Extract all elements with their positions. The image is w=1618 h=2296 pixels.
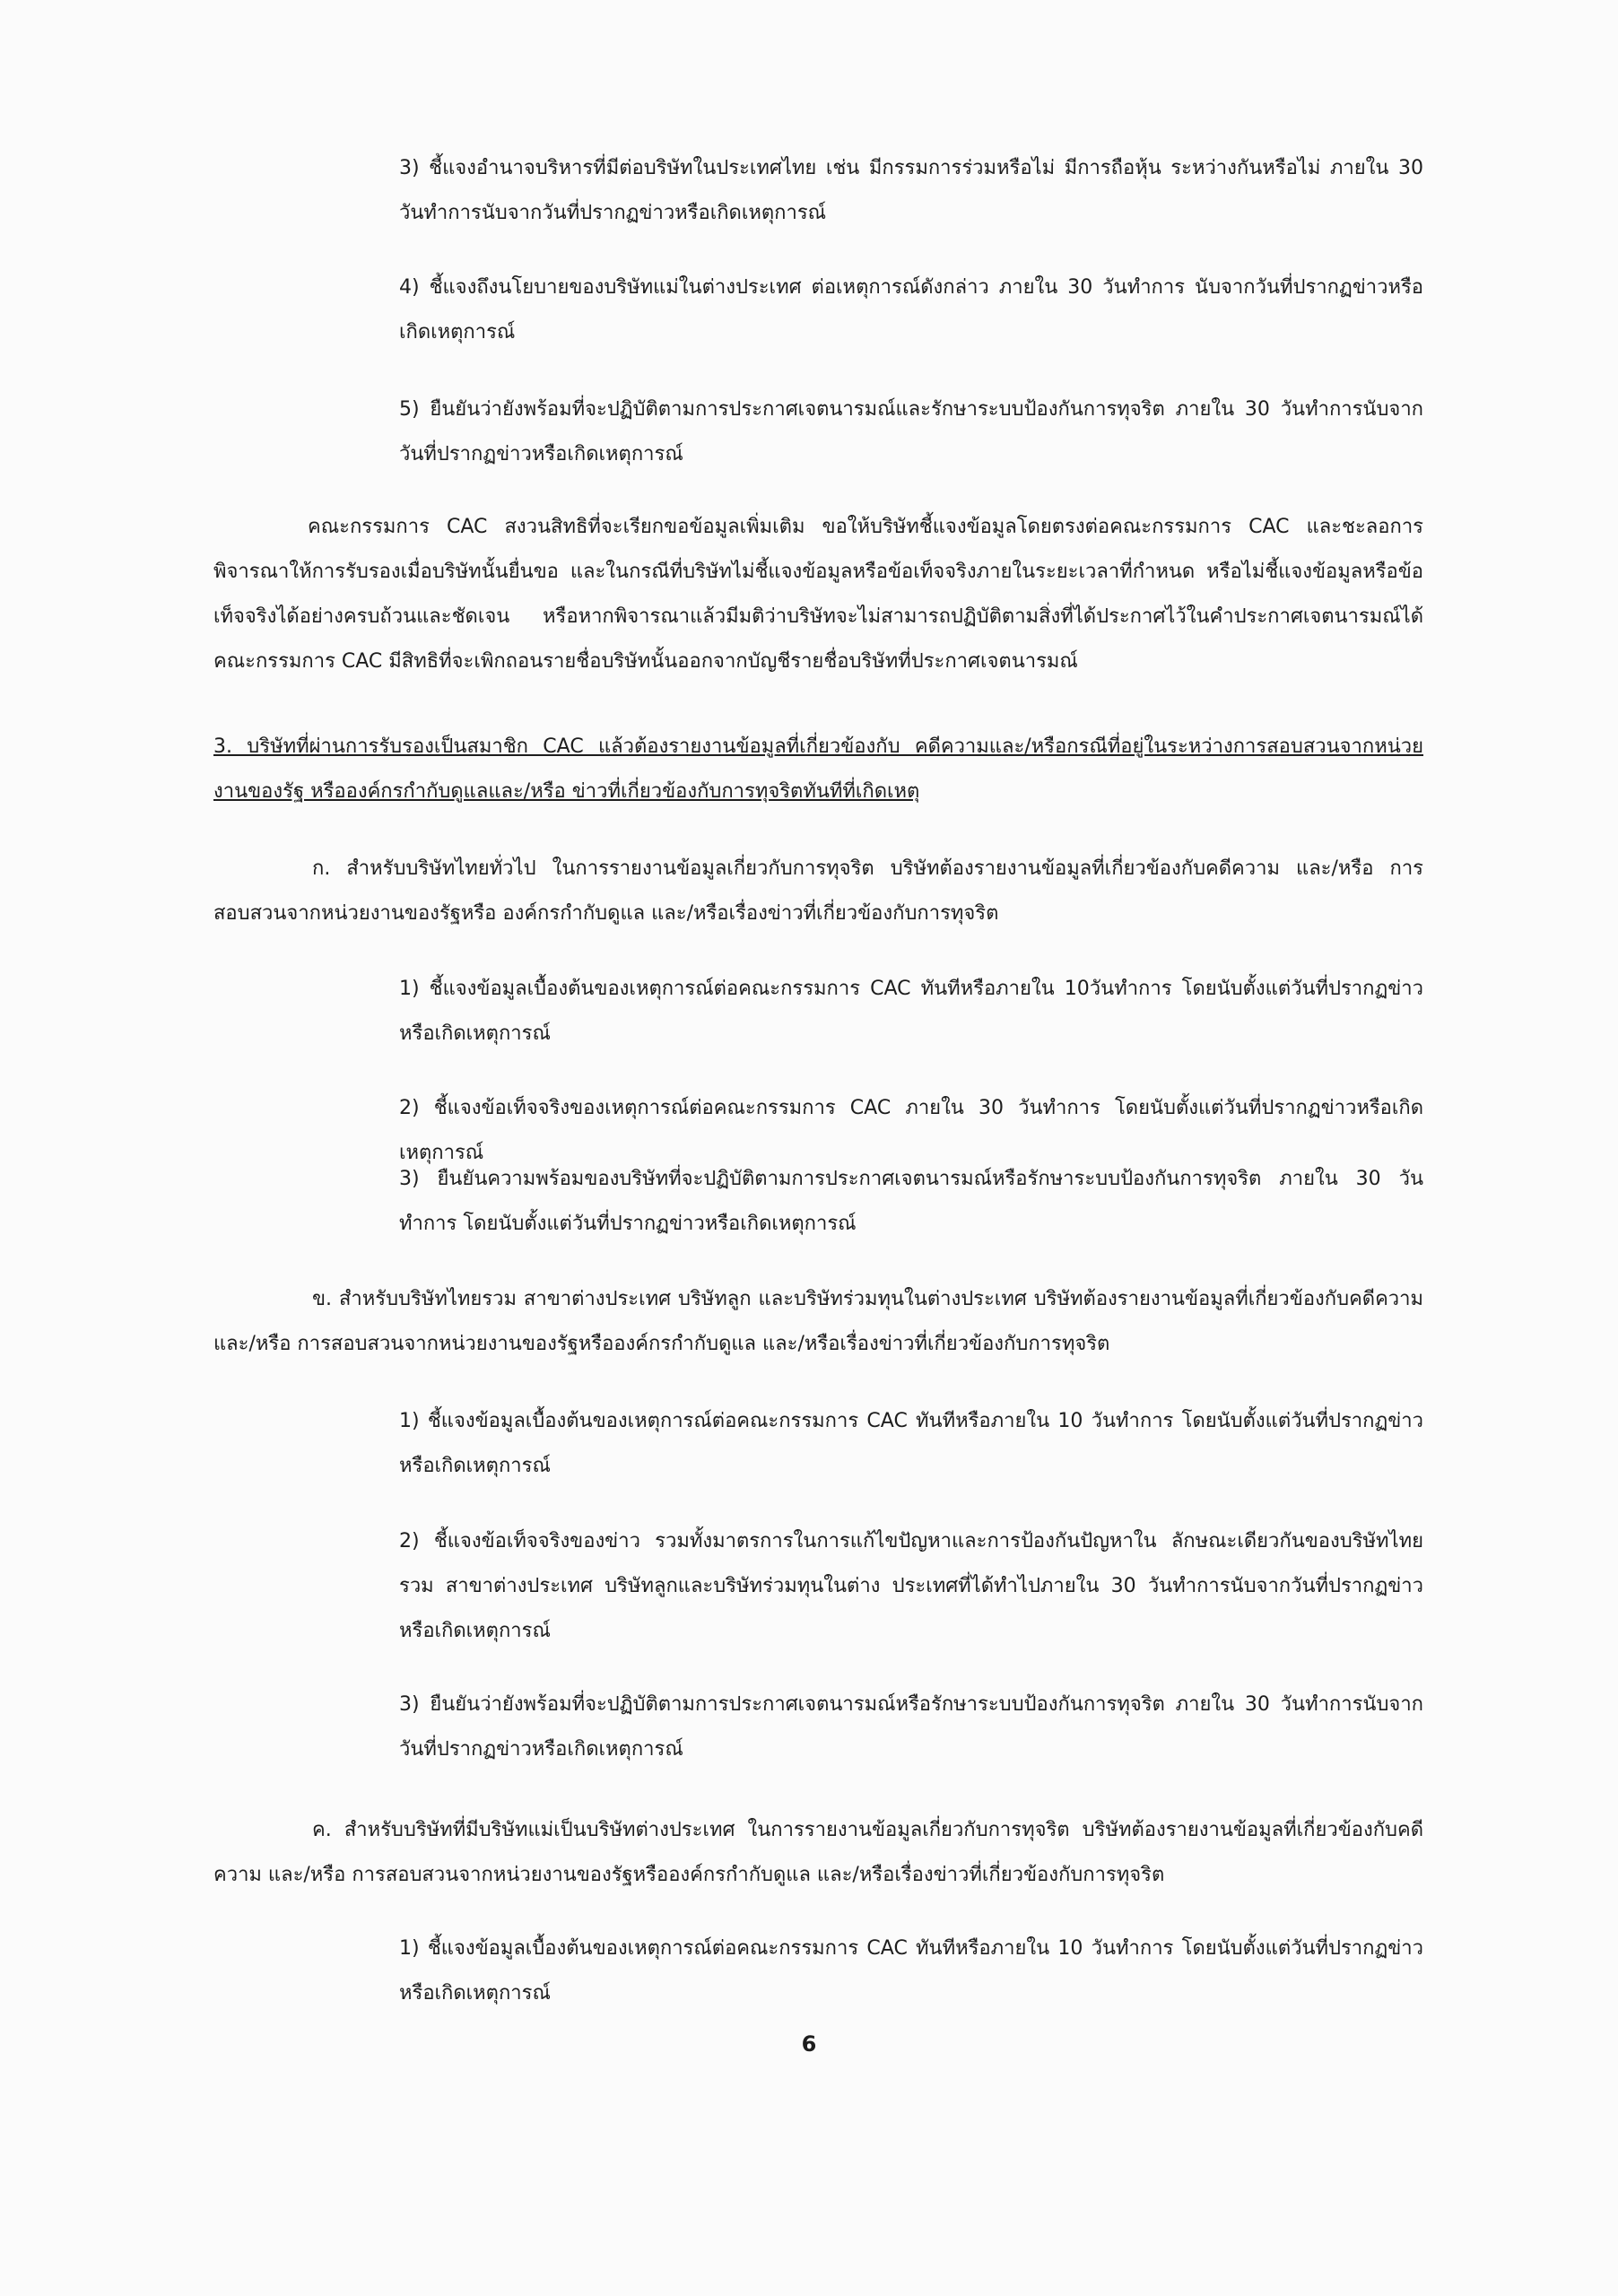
- sub-b-item-2: 2) ชี้แจงข้อเท็จจริงของข่าว รวมทั้งมาตรการในการแก้ไขปัญหาและการป้องกันปัญหาใน ลักษณะเดียวกันของบริษัทไทยรวม สาขาต่างประเทศ บริษัทลูกและบริษัทร่วมทุนในต่าง ประเทศที่ได้ทำไปภายใน 30 วันทำการนับจากวันที่ปรากฏข่าวหรือเกิดเหตุการณ์: [399, 1530, 1423, 1642]
- item-3-executive-authority: 3) ชี้แจงอำนาจบริหารที่มีต่อบริษัทในประเทศไทย เช่น มีกรรมการร่วมหรือไม่ มีการถือหุ้น ระหว่างกันหรือไม่ ภายใน 30 วันทำการนับจากวันที่ปรากฏข่าวหรือเกิดเหตุการณ์: [399, 157, 1423, 224]
- cac-rights-paragraph: คณะกรรมการ CAC สงวนสิทธิที่จะเรียกขอข้อมูลเพิ่มเติม ขอให้บริษัทชี้แจงข้อมูลโดยตรงต่อคณะกรรมการ CAC และชะลอการพิจารณาให้การรับรองเมื่อบริษัทนั้นยื่นขอ และในกรณีที่บริษัทไม่ชี้แจงข้อมูลหรือข้อเท็จจริงภายในระยะเวลาที่กำหนด หรือไม่ชี้แจงข้อมูลหรือข้อเท็จจริงได้อย่างครบถ้วนและชัดเจน หรือหากพิจารณาแล้วมีมติว่าบริษัทจะไม่สามารถปฏิบัติตามสิ่งที่ได้ประกาศไว้ในคำประกาศเจตนารมณ์ได้ คณะกรรมการ CAC มีสิทธิที่จะเพิกถอนรายชื่อบริษัทนั้นออกจากบัญชีรายชื่อบริษัทที่ประกาศเจตนารมณ์: [213, 516, 1423, 673]
- sub-b-item-1: 1) ชี้แจงข้อมูลเบื้องต้นของเหตุการณ์ต่อคณะกรรมการ CAC ทันทีหรือภายใน 10 วันทำการ โดยนับตั้งแต่วันที่ปรากฏข่าวหรือเกิดเหตุการณ์: [399, 1410, 1423, 1477]
- sub-b-item-3: 3) ยืนยันว่ายังพร้อมที่จะปฏิบัติตามการประกาศเจตนารมณ์หรือรักษาระบบป้องกันการทุจริต ภายใน 30 วันทำการนับจากวันที่ปรากฏข่าวหรือเกิดเหตุการณ์: [399, 1693, 1423, 1761]
- sub-a-item-2: 2) ชี้แจงข้อเท็จจริงของเหตุการณ์ต่อคณะกรรมการ CAC ภายใน 30 วันทำการ โดยนับตั้งแต่วันที่ปรากฏข่าวหรือเกิดเหตุการณ์: [399, 1097, 1423, 1164]
- section-3-heading: 3. บริษัทที่ผ่านการรับรองเป็นสมาชิก CAC แล้วต้องรายงานข้อมูลที่เกี่ยวข้องกับ คดีความและ/หรือกรณีที่อยู่ในระหว่างการสอบสวนจากหน่วยงานของรัฐ หรือองค์กรกำกับดูแลและ/หรือ ข่าวที่เกี่ยวข้องกับการทุจริตทันทีที่เกิดเหตุ: [213, 735, 1423, 803]
- sub-b-thai-group: ข. สำหรับบริษัทไทยรวม สาขาต่างประเทศ บริษัทลูก และบริษัทร่วมทุนในต่างประเทศ บริษัทต้องรายงานข้อมูลที่เกี่ยวข้องกับคดีความ และ/หรือ การสอบสวนจากหน่วยงานของรัฐหรือองค์กรกำกับดูแล และ/หรือเรื่องข่าวที่เกี่ยวข้องกับการทุจริต: [213, 1288, 1423, 1355]
- sub-c-item-1: 1) ชี้แจงข้อมูลเบื้องต้นของเหตุการณ์ต่อคณะกรรมการ CAC ทันทีหรือภายใน 10 วันทำการ โดยนับตั้งแต่วันที่ปรากฏข่าวหรือเกิดเหตุการณ์: [399, 1937, 1423, 2005]
- page-number: 6: [801, 2031, 817, 2057]
- item-4-parent-policy: 4) ชี้แจงถึงนโยบายของบริษัทแม่ในต่างประเทศ ต่อเหตุการณ์ดังกล่าว ภายใน 30 วันทำการ นับจากวันที่ปรากฏข่าวหรือเกิดเหตุการณ์: [399, 276, 1423, 344]
- item-5-confirm-commitment: 5) ยืนยันว่ายังพร้อมที่จะปฏิบัติตามการประกาศเจตนารมณ์และรักษาระบบป้องกันการทุจริต ภายใน 30 วันทำการนับจากวันที่ปรากฏข่าวหรือเกิดเหตุการณ์: [399, 398, 1423, 465]
- sub-a-item-3: 3) ยืนยันความพร้อมของบริษัทที่จะปฏิบัติตามการประกาศเจตนารมณ์หรือรักษาระบบป้องกันการทุจริต ภายใน 30 วันทำการ โดยนับตั้งแต่วันที่ปรากฏข่าวหรือเกิดเหตุการณ์: [399, 1168, 1423, 1235]
- sub-a-thai-companies: ก. สำหรับบริษัทไทยทั่วไป ในการรายงานข้อมูลเกี่ยวกับการทุจริต บริษัทต้องรายงานข้อมูลที่เกี่ยวข้องกับคดีความ และ/หรือ การสอบสวนจากหน่วยงานของรัฐหรือ องค์กรกำกับดูแล และ/หรือเรื่องข่าวที่เกี่ยวข้องกับการทุจริต: [213, 857, 1423, 925]
- sub-c-foreign-parent: ค. สำหรับบริษัทที่มีบริษัทแม่เป็นบริษัทต่างประเทศ ในการรายงานข้อมูลเกี่ยวกับการทุจริต บริษัทต้องรายงานข้อมูลที่เกี่ยวข้องกับคดีความ และ/หรือ การสอบสวนจากหน่วยงานของรัฐหรือองค์กรกำกับดูแล และ/หรือเรื่องข่าวที่เกี่ยวข้องกับการทุจริต: [213, 1819, 1423, 1886]
- sub-a-item-1: 1) ชี้แจงข้อมูลเบื้องต้นของเหตุการณ์ต่อคณะกรรมการ CAC ทันทีหรือภายใน 10วันทำการ โดยนับตั้งแต่วันที่ปรากฏข่าวหรือเกิดเหตุการณ์: [399, 978, 1423, 1045]
